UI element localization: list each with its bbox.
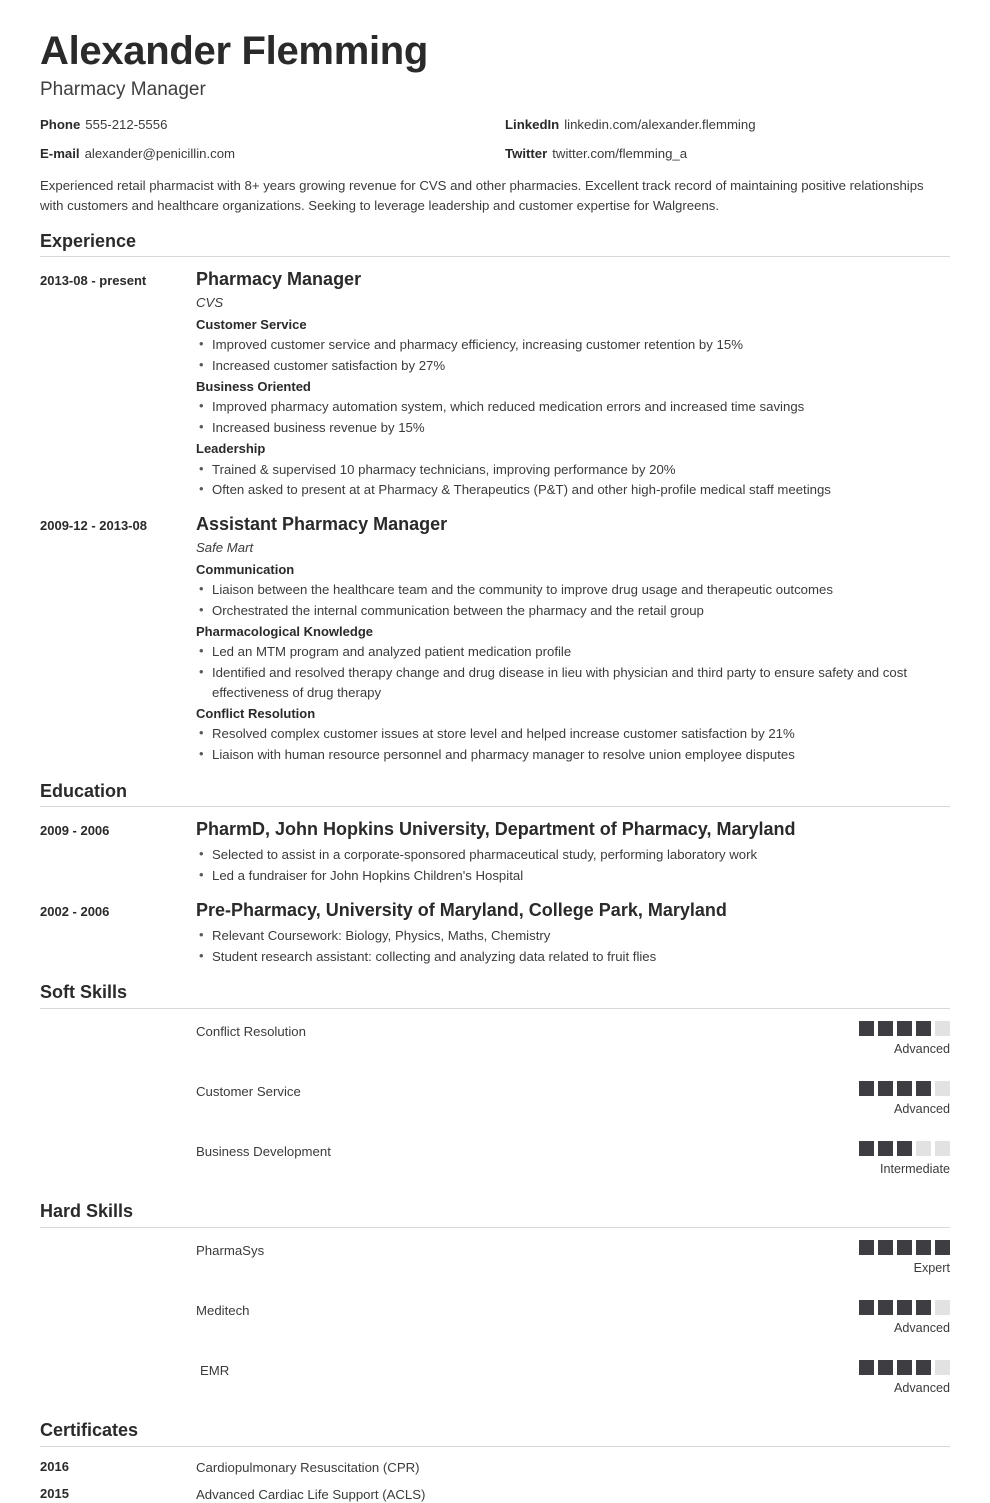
- education-entry: [40, 900, 950, 969]
- rating-square: [916, 1081, 931, 1096]
- section-heading-certificates: Certificates: [40, 1420, 950, 1447]
- rating-square: [935, 1141, 950, 1156]
- experience-subheading: Conflict Resolution: [196, 705, 316, 721]
- contact-twitter: [505, 146, 940, 162]
- experience-bullet-list: [196, 724, 950, 765]
- certificate-year: 2016: [40, 1458, 69, 1474]
- rating-square: [878, 1021, 893, 1036]
- contact-linkedin-label: LinkedIn: [505, 117, 560, 133]
- contact-email-value[interactable]: alexander@penicillin.com: [84, 145, 236, 161]
- contact-phone: [40, 117, 485, 133]
- hard-skill-rating: [840, 1240, 950, 1276]
- education-entry: [40, 819, 950, 888]
- contact-linkedin-value[interactable]: linkedin.com/alexander.flemming: [564, 117, 756, 133]
- professional-summary: Experienced retail pharmacist with 8+ years growing revenue for CVS and other pharmacies. Excellent track record of maintaining positive relationships with customers and healthcare organizations. Seeking to leverage leadership and customer expertise for Walgreens.: [40, 177, 924, 214]
- soft-skill-row: [40, 1081, 950, 1117]
- rating-square: [916, 1360, 931, 1375]
- experience-title: Assistant Pharmacy Manager: [196, 514, 448, 535]
- bullet-item: • Led a fundraiser for John Hopkins Children's Hospital: [196, 866, 950, 886]
- resume-header: [40, 30, 950, 217]
- rating-square: [878, 1240, 893, 1255]
- bullet-item: • Led an MTM program and analyzed patient medication profile: [196, 642, 950, 662]
- certificate-row: [40, 1459, 950, 1476]
- rating-square: [859, 1240, 874, 1255]
- experience-bullet-list: [196, 642, 950, 702]
- experience-title: Pharmacy Manager: [196, 269, 362, 290]
- contact-column-right: [495, 117, 950, 162]
- section-heading-experience: Experience: [40, 231, 950, 258]
- experience-company: Safe Mart: [196, 540, 254, 556]
- experience-entry: [40, 269, 950, 502]
- section-heading-education: Education: [40, 781, 950, 808]
- soft-skill-rating: [840, 1141, 950, 1177]
- education-bullet-list: [196, 845, 950, 886]
- rating-square: [859, 1021, 874, 1036]
- certificate-row: [40, 1486, 950, 1503]
- hard-skill-level: Advanced: [893, 1381, 950, 1396]
- rating-squares: [840, 1141, 950, 1156]
- education-degree: Pre-Pharmacy, University of Maryland, College Park, Maryland: [196, 899, 727, 920]
- experience-subheading: Pharmacological Knowledge: [196, 623, 373, 639]
- hard-skill-row: [40, 1360, 950, 1396]
- rating-squares: [840, 1300, 950, 1315]
- rating-square: [897, 1240, 912, 1255]
- bullet-item: • Identified and resolved therapy change and drug disease in lieu with physician and third party to ensure safety and cost effectiveness of drug therapy: [196, 663, 950, 703]
- education-date: 2009 - 2006: [40, 823, 110, 839]
- education-body: [196, 900, 950, 969]
- certificate-year: 2015: [40, 1486, 69, 1502]
- rating-squares: [840, 1021, 950, 1036]
- rating-squares: [840, 1081, 950, 1096]
- soft-skill-level: Advanced: [893, 1042, 950, 1057]
- rating-square: [935, 1240, 950, 1255]
- contact-info: [40, 117, 950, 162]
- bullet-item: • Liaison with human resource personnel and pharmacy manager to resolve union employee disputes: [196, 745, 950, 765]
- hard-skill-level: Expert: [913, 1260, 950, 1275]
- rating-squares: [840, 1360, 950, 1375]
- bullet-item: • Improved customer service and pharmacy efficiency, increasing customer retention by 15%: [196, 335, 950, 355]
- hard-skill-name: Meditech: [196, 1303, 250, 1319]
- soft-skill-level: Intermediate: [879, 1162, 950, 1177]
- experience-entry: [40, 514, 950, 767]
- experience-subheading: Communication: [196, 561, 295, 577]
- rating-square: [859, 1141, 874, 1156]
- experience-company: CVS: [196, 295, 224, 311]
- rating-square: [878, 1141, 893, 1156]
- experience-date: 2013-08 - present: [40, 273, 147, 289]
- education-bullet-list: [196, 926, 950, 967]
- rating-square: [916, 1240, 931, 1255]
- rating-square: [897, 1141, 912, 1156]
- rating-square: [878, 1081, 893, 1096]
- soft-skill-rating: [840, 1081, 950, 1117]
- experience-body: [196, 514, 950, 767]
- rating-square: [859, 1300, 874, 1315]
- soft-skill-rating: [840, 1021, 950, 1057]
- soft-skill-name: Customer Service: [196, 1084, 301, 1100]
- bullet-item: • Selected to assist in a corporate-sponsored pharmaceutical study, performing laboratory work: [196, 845, 950, 865]
- education-date: 2002 - 2006: [40, 903, 110, 919]
- rating-square: [897, 1081, 912, 1096]
- rating-square: [935, 1081, 950, 1096]
- experience-subheading: Customer Service: [196, 316, 307, 332]
- rating-squares: [840, 1240, 950, 1255]
- rating-square: [935, 1300, 950, 1315]
- experience-subheading: Leadership: [196, 440, 266, 456]
- contact-email-label: E-mail: [40, 145, 80, 161]
- rating-square: [859, 1081, 874, 1096]
- education-degree: PharmD, John Hopkins University, Department of Pharmacy, Maryland: [196, 819, 796, 840]
- contact-twitter-label: Twitter: [505, 145, 548, 161]
- soft-skill-level: Advanced: [893, 1102, 950, 1117]
- hard-skill-row: [40, 1240, 950, 1276]
- certificate-name: Cardiopulmonary Resuscitation (CPR): [196, 1459, 420, 1475]
- soft-skill-name: Conflict Resolution: [196, 1024, 306, 1040]
- experience-bullet-list: [196, 460, 950, 501]
- bullet-item: • Often asked to present at at Pharmacy & Therapeutics (P&T) and other high-profile medical staff meetings: [196, 480, 950, 500]
- bullet-item: • Relevant Coursework: Biology, Physics, Maths, Chemistry: [196, 926, 950, 946]
- contact-phone-label: Phone: [40, 117, 81, 133]
- rating-square: [897, 1360, 912, 1375]
- experience-bullet-list: [196, 580, 950, 621]
- rating-square: [916, 1021, 931, 1036]
- experience-body: [196, 269, 950, 502]
- contact-column-left: [40, 117, 495, 162]
- soft-skill-row: [40, 1021, 950, 1057]
- bullet-item: • Student research assistant: collecting and analyzing data related to fruit flies: [196, 947, 950, 967]
- candidate-name: Alexander Flemming: [40, 29, 429, 73]
- experience-subheading: Business Oriented: [196, 378, 311, 394]
- bullet-item: • Increased business revenue by 15%: [196, 418, 950, 438]
- bullet-item: • Orchestrated the internal communication between the pharmacy and the retail group: [196, 601, 950, 621]
- bullet-item: • Trained & supervised 10 pharmacy technicians, improving performance by 20%: [196, 460, 950, 480]
- bullet-item: • Liaison between the healthcare team and the community to improve drug usage and therapeutic outcomes: [196, 580, 950, 600]
- experience-bullet-list: [196, 397, 950, 438]
- rating-square: [916, 1300, 931, 1315]
- rating-square: [935, 1360, 950, 1375]
- experience-date: 2009-12 - 2013-08: [40, 518, 147, 534]
- bullet-item: • Improved pharmacy automation system, which reduced medication errors and increased time savings: [196, 397, 950, 417]
- bullet-item: • Increased customer satisfaction by 27%: [196, 356, 950, 376]
- rating-square: [897, 1300, 912, 1315]
- hard-skill-name: PharmaSys: [196, 1242, 265, 1258]
- hard-skill-name: EMR: [200, 1363, 230, 1379]
- bullet-item: • Resolved complex customer issues at store level and helped increase customer satisfaction by 21%: [196, 724, 950, 744]
- hard-skill-rating: [840, 1300, 950, 1336]
- contact-linkedin: [505, 117, 940, 133]
- contact-email: [40, 146, 485, 162]
- section-heading-soft-skills: Soft Skills: [40, 982, 950, 1009]
- experience-bullet-list: [196, 335, 950, 376]
- hard-skill-rating: [840, 1360, 950, 1396]
- hard-skill-row: [40, 1300, 950, 1336]
- soft-skill-name: Business Development: [196, 1144, 331, 1160]
- soft-skill-row: [40, 1141, 950, 1177]
- rating-square: [859, 1360, 874, 1375]
- rating-square: [916, 1141, 931, 1156]
- rating-square: [935, 1021, 950, 1036]
- section-heading-hard-skills: Hard Skills: [40, 1201, 950, 1228]
- rating-square: [878, 1300, 893, 1315]
- rating-square: [897, 1021, 912, 1036]
- certificate-name: Advanced Cardiac Life Support (ACLS): [196, 1487, 426, 1503]
- contact-phone-value: 555-212-5556: [85, 117, 168, 133]
- candidate-job-title: Pharmacy Manager: [40, 79, 206, 101]
- hard-skill-level: Advanced: [893, 1321, 950, 1336]
- rating-square: [878, 1360, 893, 1375]
- contact-twitter-value[interactable]: twitter.com/flemming_a: [552, 145, 688, 161]
- education-body: [196, 819, 950, 888]
